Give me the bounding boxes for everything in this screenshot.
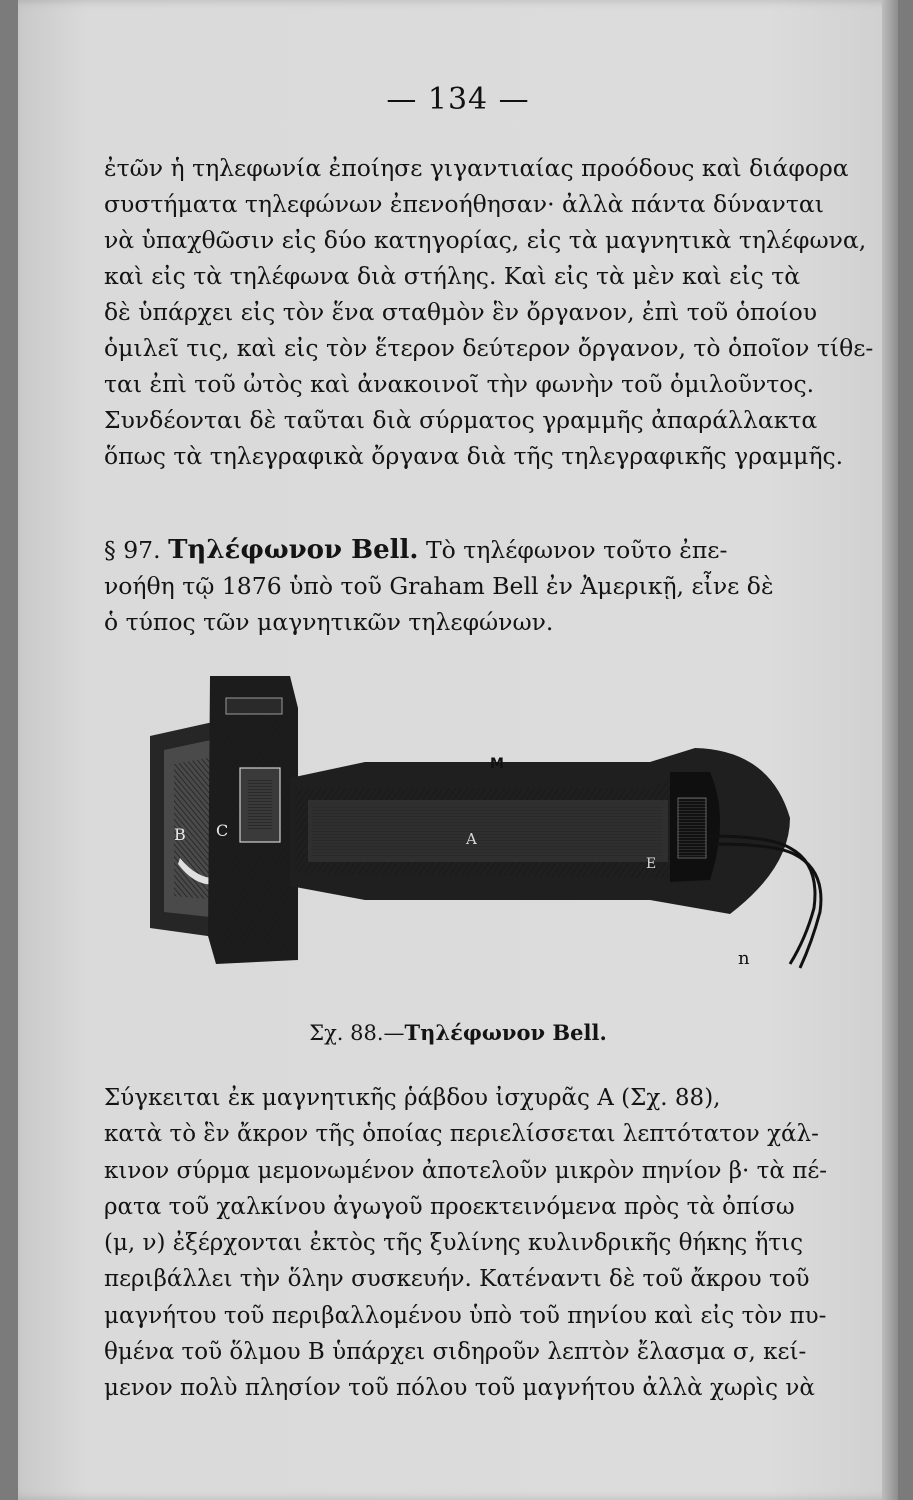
text-line: μενον πολὺ πλησίον τοῦ πόλου τοῦ μαγνήτου ἀλλὰ χωρὶς νὰ xyxy=(104,1375,815,1402)
text-line: Συνδέονται δὲ ταῦται διὰ σύρματος γραμμῆς ἀπαράλλακτα xyxy=(104,406,818,434)
bell-telephone-illustration xyxy=(130,668,830,978)
text-line: ὁ τύπος τῶν μαγνητικῶν τηλεφώνων. xyxy=(104,608,554,636)
label-b: B xyxy=(174,825,186,844)
text-line: Σύγκειται ἐκ μαγνητικῆς ῥάβδου ἰσχυρᾶς Α (Σχ. 88), xyxy=(104,1085,721,1111)
paragraph-intro xyxy=(104,150,874,474)
text-line: ρατα τοῦ χαλκίνου ἀγωγοῦ προεκτεινόμενα πρὸς τὰ ὀπίσω xyxy=(104,1193,795,1220)
text-line: νοήθη τῷ 1876 ὑπὸ τοῦ Graham Bell ἐν Ἀμερικῇ, εἶνε δὲ xyxy=(104,572,774,600)
text-line: ἐτῶν ἡ τηλεφωνία ἐποίησε γιγαντιαίας προόδους καὶ διάφορα xyxy=(104,154,849,182)
text-line: δὲ ὑπάρχει εἰς τὸν ἕνα σταθμὸν ἓν ὄργανον, ἐπὶ τοῦ ὁποίου xyxy=(104,298,818,326)
text-line: κατὰ τὸ ἓν ἄκρον τῆς ὁποίας περιελίσσεται λεπτότατον χάλ- xyxy=(104,1121,819,1148)
paragraph-description xyxy=(104,1080,874,1407)
text-line: περιβάλλει τὴν ὅλην συσκευήν. Κατέναντι δὲ τοῦ ἄκρου τοῦ xyxy=(104,1266,810,1293)
section-text: Τὸ τηλέφωνον τοῦτο ἐπε- xyxy=(425,536,728,564)
page-edge-shadow xyxy=(882,0,898,1500)
label-n: n xyxy=(738,948,750,969)
text-line: ὅπως τὰ τηλεγραφικὰ ὄργανα διὰ τῆς τηλεγραφικῆς γραμμῆς. xyxy=(104,442,844,470)
housing-block xyxy=(208,676,298,964)
text-line: ται ἐπὶ τοῦ ὠτὸς καὶ ἀνακοινοῖ τὴν φωνὴν τοῦ ὁμιλοῦντος. xyxy=(104,370,815,398)
text-line: (μ, ν) ἐξέρχονται ἐκτὸς τῆς ξυλίνης κυλινδρικῆς θήκης ἥτις xyxy=(104,1230,804,1257)
magnet-tube xyxy=(290,748,790,914)
text-line: νὰ ὑπαχθῶσιν εἰς δύο κατηγορίας, εἰς τὰ μαγνητικὰ τηλέφωνα, xyxy=(104,226,867,254)
text-line: ὁμιλεῖ τις, καὶ εἰς τὸν ἕτερον δεύτερον ὄργανον, τὸ ὁποῖον τίθε- xyxy=(104,334,874,362)
section-number: § 97. xyxy=(104,536,161,564)
book-page xyxy=(18,0,898,1500)
section-title: Τηλέφωνον Bell. xyxy=(168,535,419,565)
section-heading-line xyxy=(104,532,874,568)
caption-title: Τηλέφωνον Bell. xyxy=(404,1020,607,1045)
label-e: E xyxy=(646,856,657,872)
figure-caption xyxy=(18,1020,898,1045)
caption-prefix: Σχ. 88.— xyxy=(309,1021,405,1045)
page-number: — 134 — xyxy=(386,82,530,117)
section-97 xyxy=(104,532,874,640)
text-line: καὶ εἰς τὰ τηλέφωνα διὰ στήλης. Καὶ εἰς τὰ μὲν καὶ εἰς τὰ xyxy=(104,262,801,290)
label-m: M xyxy=(490,756,504,772)
text-line: θμένα τοῦ ὅλμου Β ὑπάρχει σιδηροῦν λεπτὸν ἔλασμα σ, κεί- xyxy=(104,1339,807,1366)
text-line: κινον σύρμα μεμονωμένον ἀποτελοῦν μικρὸν πηνίον β· τὰ πέ- xyxy=(104,1157,828,1184)
text-line: συστήματα τηλεφώνων ἐπενοήθησαν· ἀλλὰ πάντα δύνανται xyxy=(104,190,824,218)
label-c: C xyxy=(216,821,229,840)
text-line: μαγνήτου τοῦ περιβαλλομένου ὑπὸ τοῦ πηνίου καὶ εἰς τὸν πυ- xyxy=(104,1302,827,1329)
label-a: A xyxy=(466,830,477,848)
